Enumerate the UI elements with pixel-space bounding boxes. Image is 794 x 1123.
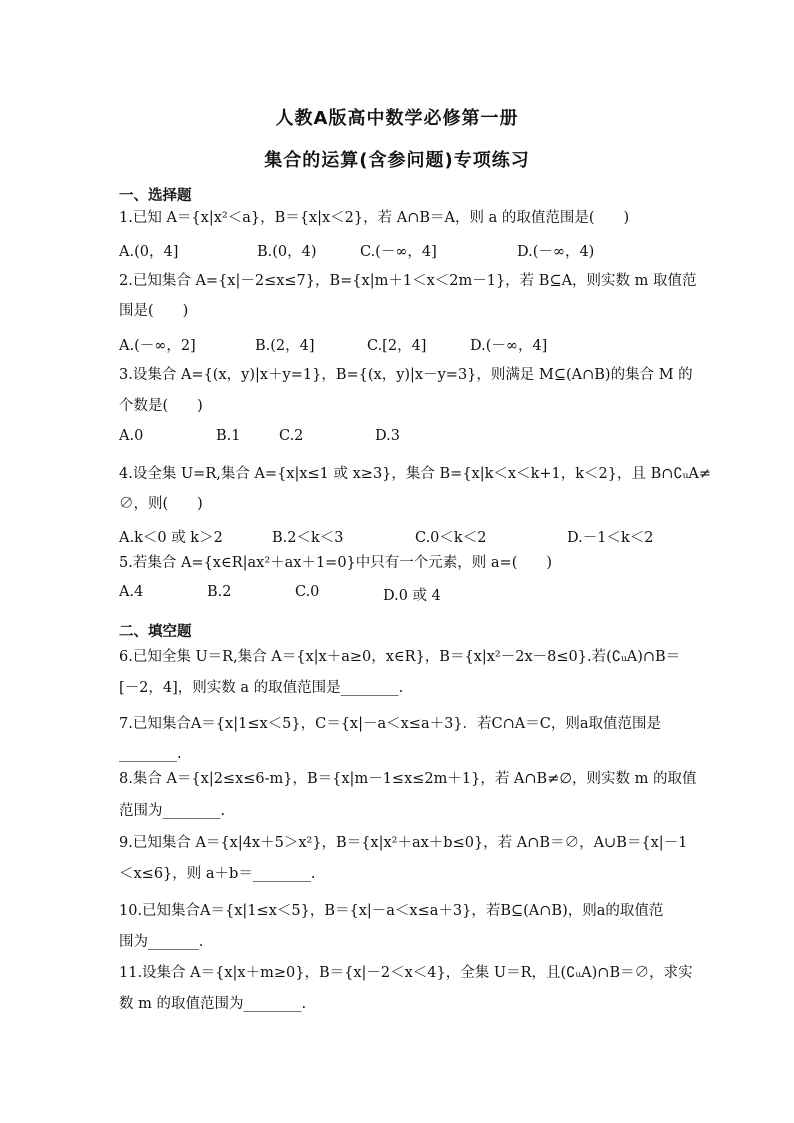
option-c: C.2 xyxy=(279,428,304,444)
question-7-line-1: 7.已知集合A＝{x|1≤x＜5}，C＝{x|－a＜x≤a＋3}．若C∩A＝C，则a取值范围是 xyxy=(119,716,661,732)
question-11-line-1: 11.设集合 A＝{x|x＋m≥0}，B＝{x|－2＜x＜4}，全集 U＝R，且(∁ᵤA)∩B＝∅，求实 xyxy=(119,965,693,981)
question-10-line-2: 围为_______. xyxy=(119,934,204,950)
option-a: A.4 xyxy=(119,584,144,600)
option-c: C.[2，4] xyxy=(367,338,427,354)
question-2-line-1: 2.已知集合 A={x|－2≤x≤7}，B={x|m＋1＜x＜2m－1}，若 B⊆A，则实数 m 取值范 xyxy=(119,273,697,289)
option-a: A.(－∞，2] xyxy=(119,338,196,354)
document-subtitle: 集合的运算(含参问题)专项练习 xyxy=(264,150,530,171)
question-9-line-2: ＜x≤6}，则 a＋b＝________. xyxy=(119,866,316,882)
option-c: C.0＜k＜2 xyxy=(415,530,487,546)
question-6-line-2: [－2，4]，则实数 a 的取值范围是________. xyxy=(119,680,404,696)
option-b: B.1 xyxy=(216,428,241,444)
question-1-text: 1.已知 A＝{x|x²＜a}，B＝{x|x＜2}，若 A∩B＝A，则 a 的取值范围是( ) xyxy=(119,210,630,226)
option-c: C.0 xyxy=(295,584,320,600)
question-7-line-2: ________. xyxy=(119,746,182,762)
question-4-line-1: 4.设全集 U=R,集合 A={x|x≤1 或 x≥3}，集合 B={x|k＜x＜k+1，k＜2}，且 B∩∁ᵤA≠ xyxy=(119,466,712,482)
option-b: B.2＜k＜3 xyxy=(272,530,344,546)
option-d: D.0 或 4 xyxy=(383,588,441,604)
option-d: D.(－∞，4] xyxy=(470,338,548,354)
question-8-line-1: 8.集合 A＝{x|2≤x≤6-m}，B＝{x|m－1≤x≤2m＋1}，若 A∩B≠∅，则实数 m 的取值 xyxy=(119,771,697,787)
question-9-line-1: 9.已知集合 A＝{x|4x＋5＞x²}，B＝{x|x²＋ax＋b≤0}，若 A∩B＝∅，A∪B＝{x|－1 xyxy=(119,835,688,851)
section-heading-choice: 一、选择题 xyxy=(119,188,192,204)
question-5-text: 5.若集合 A={x∈R|ax²＋ax＋1=0}中只有一个元素，则 a=( ) xyxy=(119,555,553,571)
question-3-line-1: 3.设集合 A={(x，y)|x＋y=1}，B={(x，y)|x－y=3}，则满足 M⊆(A∩B)的集合 M 的 xyxy=(119,367,693,383)
document-title: 人教A版高中数学必修第一册 xyxy=(275,108,519,129)
question-6-line-1: 6.已知全集 U＝R,集合 A＝{x|x＋a≥0，x∈R}，B＝{x|x²－2x－8≤0}.若(∁ᵤA)∩B＝ xyxy=(119,649,681,665)
option-b: B.(0，4) xyxy=(257,244,317,260)
option-c: C.(－∞，4] xyxy=(360,244,437,260)
option-d: D.－1＜k＜2 xyxy=(567,530,654,546)
question-11-line-2: 数 m 的取值范围为________. xyxy=(119,996,307,1012)
section-heading-fill: 二、填空题 xyxy=(119,624,192,640)
question-8-line-2: 范围为________. xyxy=(119,803,226,819)
option-a: A.k＜0 或 k＞2 xyxy=(119,530,223,546)
option-b: B.(2，4] xyxy=(255,338,315,354)
option-d: D.3 xyxy=(375,428,400,444)
question-10-line-1: 10.已知集合A＝{x|1≤x＜5}，B＝{x|－a＜x≤a＋3}，若B⊆(A∩B)，则a的取值范 xyxy=(119,903,664,919)
option-b: B.2 xyxy=(207,584,232,600)
question-4-line-2: ∅，则( ) xyxy=(119,496,203,512)
option-d: D.(－∞，4) xyxy=(517,244,595,260)
question-3-line-2: 个数是( ) xyxy=(119,398,203,414)
option-a: A.0 xyxy=(119,428,144,444)
option-a: A.(0，4] xyxy=(119,244,179,260)
question-2-line-2: 围是( ) xyxy=(119,303,189,319)
